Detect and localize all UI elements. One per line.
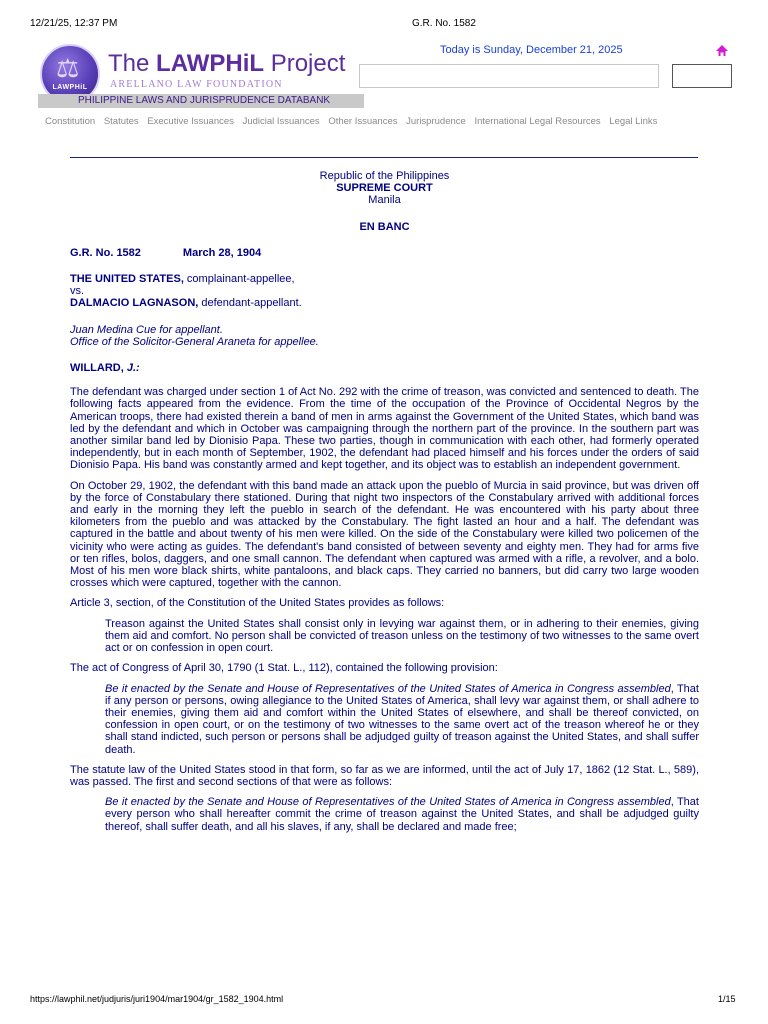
party2-name: DALMACIO LAGNASON, bbox=[70, 297, 199, 310]
nav-statutes[interactable]: Statutes bbox=[103, 116, 139, 127]
party1-name: THE UNITED STATES, bbox=[70, 273, 184, 286]
court-name: SUPREME COURT bbox=[336, 182, 433, 195]
site-logo[interactable] bbox=[36, 44, 366, 112]
ponente bbox=[70, 362, 699, 374]
home-icon[interactable] bbox=[715, 44, 729, 58]
scales-seal-icon: ⚖ LAWPHiL bbox=[40, 44, 100, 104]
paragraph-3: Article 3, section, of the Constitution of the United States provides as follows: bbox=[70, 597, 445, 610]
quote-act-1862-enacting: Be it enacted by the Senate and House of Representatives of the United States of America in Congress assembled bbox=[105, 796, 671, 809]
paragraph-5: The statute law of the United States stood in that form, so far as we are informed, until the act of July 17, 1862 (12 Stat. L., 589), was passed. The first and second sections of that were as follows: bbox=[70, 763, 699, 788]
division: EN BANC bbox=[359, 220, 410, 233]
quote-act-1790-enacting: Be it enacted by the Senate and House of Representatives of the United States of America in Congress assembled bbox=[105, 682, 671, 695]
nav-other-issuances[interactable]: Other Issuances bbox=[328, 116, 398, 127]
nav-constitution[interactable]: Constitution bbox=[45, 116, 96, 127]
party1-role: complainant-appellee, bbox=[183, 273, 295, 286]
quote-constitution: Treason against the United States shall consist only in levying war against them, or in adhering to their enemies, giving them aid and comfort. No person shall be convicted of treason unless on the testimony of two witnesses to the same overt act or on confession in open court. bbox=[105, 617, 699, 655]
nav-judicial-issuances[interactable]: Judicial Issuances bbox=[242, 116, 320, 127]
ponente-name: WILLARD, bbox=[70, 362, 127, 375]
seal-text: LAWPHiL bbox=[52, 84, 88, 91]
main-nav bbox=[45, 116, 663, 127]
header-divider bbox=[70, 157, 698, 158]
print-url: https://lawphil.net/judjuris/juri1904/mar1904/gr_1582_1904.html bbox=[30, 994, 284, 1004]
republic-line: Republic of the Philippines bbox=[319, 170, 450, 182]
party2-role: defendant-appellant. bbox=[198, 297, 302, 310]
counsel bbox=[70, 324, 699, 348]
print-datetime: 12/21/25, 12:37 PM bbox=[30, 18, 118, 29]
counsel-appellant: Juan Medina Cue for appellant. bbox=[70, 323, 223, 336]
today-date: Today is Sunday, December 21, 2025 bbox=[440, 44, 623, 56]
paragraph-4: The act of Congress of April 30, 1790 (1 Stat. L., 112), contained the following provision: bbox=[70, 662, 498, 675]
gr-number: G.R. No. 1582 bbox=[70, 246, 141, 259]
quote-act-1790 bbox=[105, 683, 699, 756]
decision-body bbox=[70, 170, 699, 833]
site-title-suffix: Project bbox=[264, 50, 346, 77]
site-subtitle: ARELLANO LAW FOUNDATION bbox=[110, 79, 283, 90]
decision-date: March 28, 1904 bbox=[182, 246, 262, 259]
search-input[interactable] bbox=[359, 64, 659, 88]
print-title: G.R. No. 1582 bbox=[412, 18, 476, 29]
print-page-number: 1/15 bbox=[718, 994, 736, 1004]
quote-act-1862-text: , That every person who shall hereafter commit the crime of treason against the United States, and shall be adjudged guilty thereof, shall suffer death, and all his slaves, if any, shall be declared and made free; bbox=[105, 796, 699, 833]
nav-executive-issuances[interactable]: Executive Issuances bbox=[147, 116, 234, 127]
nav-international-legal-resources[interactable]: International Legal Resources bbox=[474, 116, 601, 127]
site-title-prefix: The bbox=[108, 50, 157, 77]
brand-band-text: PHILIPPINE LAWS AND JURISPRUDENCE DATABANK bbox=[78, 95, 331, 106]
paragraph-1: The defendant was charged under section 1 of Act No. 292 with the crime of treason, was convicted and sentenced to death. The following facts appeared from the evidence. From the time of the occupation of the Province of Occidental Negros by the American troops, there had existed therein a band of men in arms against the Government of the United States, which band was led by the defendant and which in October was campaigning through the northern part of the province. In the southern part was another similar band led by Dionisio Papa. These two parties, though in communication with each other, had formerly operated independently, but in each month of September, 1902, the defendant had placed himself and his forces under the orders of said Dionisio Papa. His band was constantly armed and kept together, and its object was to establish an independent government. bbox=[70, 386, 699, 472]
quote-act-1790-text: , That if any person or persons, owing allegiance to the United States of America, shall levy war against them, or shall adhere to their enemies, giving them aid and comfort within the United States of elsewhere, and shall be thereof convicted, on confession in open court, or on the testimony of two witnesses to the same overt act of the treason whereof he or they shall stand indicted, such person or persons shall be adjudged guilty of treason against the United States, and shall suffer death. bbox=[105, 682, 699, 756]
parties bbox=[70, 273, 699, 310]
versus: vs. bbox=[70, 285, 85, 298]
case-number-line bbox=[70, 247, 699, 259]
ponente-suffix: J.: bbox=[126, 362, 140, 375]
site-title-brand: LAWPHiL bbox=[156, 50, 265, 77]
brand-band bbox=[38, 94, 364, 108]
quote-act-1862 bbox=[105, 796, 699, 833]
paragraph-2: On October 29, 1902, the defendant with this band made an attack upon the pueblo of Murcia in said province, but was driven off by the force of Constabulary there stationed. During that night two inspectors of the Constabulary arrived with additional forces and early in the morning they left the pueblo in search of the defendant. He was encountered with his party about three kilometers from the pueblo and was attacked by the Constabulary. The fight lasted an hour and a half. The defendant was captured in the battle and about twenty of his men were killed. On the side of the Constabulary were killed two policemen of the vicinity who were acting as guides. The defendant's band consisted of between seventy and eighty men. They had for arms five or ten rifles, bolos, daggers, and one small cannon. The defendant when captured was armed with a rifle, a revolver, and a bolo. Most of his men wore black shirts, white pantaloons, and black caps. They carried no banners, but did carry two large wooden crosses which were captured, together with the cannon. bbox=[70, 479, 699, 590]
court-city: Manila bbox=[368, 194, 401, 207]
nav-legal-links[interactable]: Legal Links bbox=[609, 116, 658, 127]
search-button[interactable] bbox=[672, 64, 732, 88]
nav-jurisprudence[interactable]: Jurisprudence bbox=[406, 116, 466, 127]
counsel-appellee: Office of the Solicitor-General Araneta for appellee. bbox=[70, 335, 319, 348]
site-title bbox=[108, 50, 345, 78]
